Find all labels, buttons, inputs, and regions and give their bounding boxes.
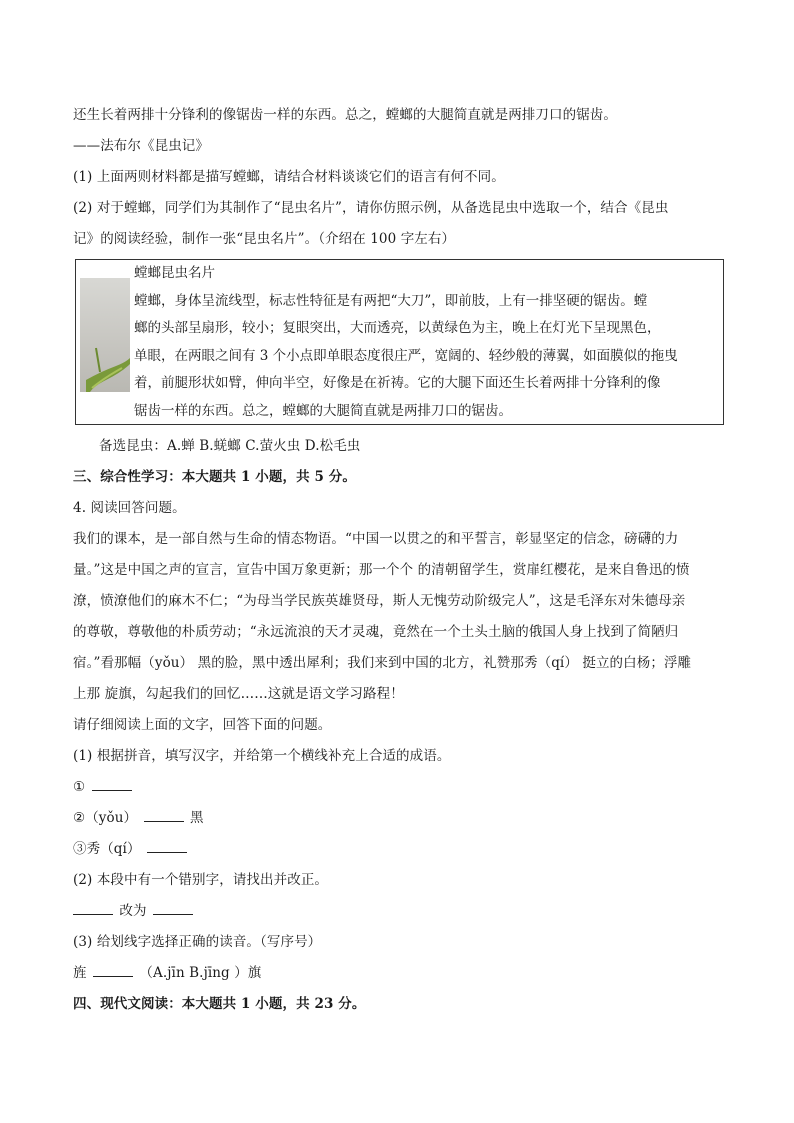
answer-blank[interactable] xyxy=(144,805,184,822)
source-attribution: ——法布尔《昆虫记》 xyxy=(73,138,209,154)
pronounce-blank[interactable] xyxy=(93,960,133,977)
card-title: 螳螂昆虫名片 xyxy=(134,265,215,281)
passage-line: 宿。”看那幅（yǒu） 黑的脸，黑中透出犀利；我们来到中国的北方，礼赞那秀（qí） 挺立的白杨；浮雕 xyxy=(73,655,692,671)
correct-char-blank[interactable] xyxy=(153,898,193,915)
question-4-title: 4. 阅读回答问题。 xyxy=(73,500,186,516)
card-line: 着，前腿形状如臂，伸向半空，好像是在祈祷。它的大腿下面还生长着两排十分锋利的像 xyxy=(134,375,661,391)
mantis-photo-icon xyxy=(80,278,130,392)
blank-prefix: ②（yǒu） xyxy=(73,810,138,826)
section-4-heading: 四、现代文阅读：本大题共 1 小题，共 23 分。 xyxy=(73,996,366,1012)
blank-prefix: ① xyxy=(73,779,86,795)
instruction: 请仔细阅读上面的文字，回答下面的问题。 xyxy=(73,717,332,733)
blank-item-2 xyxy=(73,803,733,834)
question-3-part-1: (1) 上面两则材料都是描写螳螂，请结合材料谈谈它们的语言有何不同。 xyxy=(73,169,505,185)
options-line: 备选昆虫：A.蝉 B.蜣螂 C.萤火虫 D.松毛虫 xyxy=(99,438,361,454)
page-content xyxy=(73,100,733,1020)
question-3-part-2-cont: 记》的阅读经验，制作一张“昆虫名片”。（介绍在 100 字左右） xyxy=(73,231,456,247)
passage-line: 量。”这是中国之声的宣言，宣告中国万象更新；那一个个 的清朝留学生，赏扉红樱花，是来自鲁迅的愤 xyxy=(73,562,690,578)
blank-suffix: 黑 xyxy=(189,810,204,826)
card-line: 锯齿一样的东西。总之，螳螂的大腿简直就是两排刀口的锯齿。 xyxy=(134,402,512,419)
sub-question-2: (2) 本段中有一个错别字，请找出并改正。 xyxy=(73,872,329,888)
answer-blank[interactable] xyxy=(147,836,187,853)
insect-name-card xyxy=(75,259,724,425)
card-line: 螳螂，身体呈流线型，标志性特征是有两把“大刀”，即前肢，上有一排坚硬的锯齿。螳 xyxy=(134,292,648,309)
sub-question-1: (1) 根据拼音，填写汉字，并给第一个横线补充上合适的成语。 xyxy=(73,748,451,764)
correction-middle: 改为 xyxy=(119,903,147,919)
passage-line: 的尊敬，尊敬他的朴质劳动；“永远流浪的天才灵魂，竟然在一个土头土脑的俄国人身上找到了简陋归 xyxy=(73,624,679,640)
correction-line xyxy=(73,896,733,927)
passage-line: 上那 旋旗，勾起我们的回忆……这就是语文学习路程！ xyxy=(73,686,404,702)
card-line: 螂的头部呈扇形，较小；复眼突出，大而透亮，以黄绿色为主，晚上在灯光下呈现黑色， xyxy=(134,320,661,336)
passage-continuation: 还生长着两排十分锋利的像锯齿一样的东西。总之，螳螂的大腿简直就是两排刀口的锯齿。 xyxy=(73,107,617,123)
mantis-leaf-shape xyxy=(86,342,130,392)
blank-prefix: ③秀（qí） xyxy=(73,841,141,857)
question-3-part-2: (2) 对于螳螂，同学们为其制作了“昆虫名片”，请你仿照示例，从备选昆虫中选取一个，结合《昆虫 xyxy=(73,200,669,216)
pronunciation-line xyxy=(73,958,733,989)
blank-item-1 xyxy=(73,772,733,803)
card-text xyxy=(134,260,722,425)
wrong-char-blank[interactable] xyxy=(73,898,113,915)
passage-line: 我们的课本，是一部自然与生命的情态物语。“中国一以贯之的和平誓言，彰显坚定的信念，磅礴的力 xyxy=(73,531,679,547)
answer-blank[interactable] xyxy=(92,774,132,791)
sub-question-3: (3) 给划线字选择正确的读音。（写序号） xyxy=(73,934,322,950)
pronounce-prefix: 旌 xyxy=(73,965,87,981)
passage-line: 潦，愤潦他们的麻木不仁；“为母当学民族英雄贤母，斯人无愧劳动阶级完人”，这是毛泽东对朱德母亲 xyxy=(73,593,686,609)
section-3-heading: 三、综合性学习：本大题共 1 小题，共 5 分。 xyxy=(73,469,356,485)
pronounce-suffix: （A.jīn B.jīng ）旗 xyxy=(139,965,262,981)
blank-item-3 xyxy=(73,834,733,865)
card-line: 单眼，在两眼之间有 3 个小点即单眼态度很庄严，宽阔的、轻纱般的薄翼，如面膜似的拖曳 xyxy=(134,347,678,364)
